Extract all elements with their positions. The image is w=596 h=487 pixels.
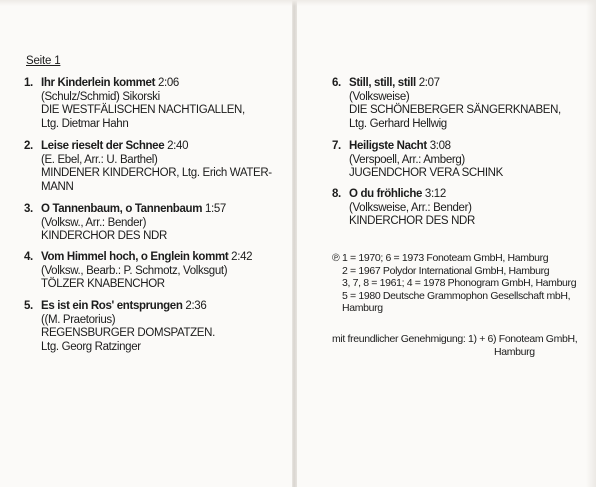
track-duration: 3:08	[429, 140, 451, 152]
track-duration: 2:40	[167, 140, 189, 152]
track-number: 1.	[24, 77, 33, 89]
track-title: Ihr Kinderlein kommet	[41, 77, 156, 89]
track-duration: 2:42	[231, 251, 253, 263]
track-duration: 3:12	[424, 188, 446, 200]
track-credit: (Verspoell, Arr.: Amberg)	[349, 153, 465, 166]
track-performer: JUGENDCHOR VERA SCHINK	[349, 167, 503, 179]
track-credit: ((M. Praetorius)	[41, 313, 116, 326]
track-duration: 2:06	[157, 77, 179, 89]
track-performer: MINDENER KINDERCHOR, Ltg. Erich WATER-	[41, 167, 272, 179]
track-credit: (Volksw., Bearb.: P. Schmotz, Volksgut)	[41, 264, 228, 277]
track-conductor: Ltg. Georg Ratzinger	[41, 340, 141, 353]
track-number: 5.	[24, 300, 33, 312]
track-performer: DIE WESTFÄLISCHEN NACHTIGALLEN,	[41, 104, 245, 116]
track-duration: 2:07	[418, 77, 440, 89]
copyright-line: 5 = 1980 Deutsche Grammophon Gesellschaft mbH,	[342, 289, 571, 302]
track-credit: (E. Ebel, Arr.: U. Barthel)	[41, 153, 158, 166]
track-title: O du fröhliche	[349, 188, 423, 200]
copyright-line: ℗ 1 = 1970; 6 = 1973 Fonoteam GmbH, Hamburg	[332, 252, 549, 264]
top-edge-shadow	[0, 0, 596, 6]
track-credit: (Volksweise)	[349, 90, 410, 103]
track-number: 3.	[24, 203, 33, 215]
track-credit: (Volksw., Arr.: Bender)	[41, 216, 147, 229]
track-duration: 2:36	[185, 300, 207, 312]
right-panel	[296, 0, 596, 487]
track-number: 6.	[332, 77, 341, 89]
track-conductor: Ltg. Gerhard Hellwig	[349, 117, 447, 130]
track-title: Heiligste Nacht	[349, 140, 427, 152]
page-fold	[292, 0, 297, 487]
track-title: Vom Himmel hoch, o Englein kommt	[41, 251, 229, 263]
right-edge-shadow	[586, 0, 596, 487]
track-duration: 1:57	[204, 203, 226, 215]
permission-note	[332, 333, 577, 358]
track-performer: KINDERCHOR DES NDR	[41, 230, 167, 242]
permission-line: mit freundlicher Genehmigung: 1) + 6) Fonoteam GmbH,	[332, 333, 578, 345]
track-title: Still, still, still	[349, 77, 416, 89]
track-number: 2.	[24, 140, 33, 152]
copyright-line: 3, 7, 8 = 1961; 4 = 1978 Phonogram GmbH, Hamburg	[342, 277, 577, 289]
track-performer: TÖLZER KNABENCHOR	[41, 278, 165, 290]
copyright-notes	[332, 252, 576, 315]
left-panel	[0, 0, 293, 487]
section-title: Seite 1	[26, 55, 61, 67]
track-number: 7.	[332, 140, 341, 152]
track-credit: (Volksweise, Arr.: Bender)	[349, 201, 472, 214]
copyright-line: 2 = 1967 Polydor International GmbH, Hamburg	[342, 264, 550, 277]
track-number: 8.	[332, 188, 341, 200]
track-credit: (Schulz/Schmid) Sikorski	[41, 90, 160, 103]
track-conductor: Ltg. Dietmar Hahn	[41, 117, 129, 130]
track-performer-cont: MANN	[41, 180, 74, 193]
copyright-line: Hamburg	[342, 302, 383, 314]
track-title: Es ist ein Ros' entsprungen	[41, 300, 183, 312]
permission-line: Hamburg	[494, 345, 535, 358]
track-title: O Tannenbaum, o Tannenbaum	[41, 203, 203, 215]
track-performer: REGENSBURGER DOMSPATZEN.	[41, 327, 215, 339]
track-performer: DIE SCHÖNEBERGER SÄNGERKNABEN,	[349, 104, 561, 116]
track-number: 4.	[24, 251, 33, 263]
track-performer: KINDERCHOR DES NDR	[349, 215, 475, 227]
track-title: Leise rieselt der Schnee	[41, 140, 165, 152]
